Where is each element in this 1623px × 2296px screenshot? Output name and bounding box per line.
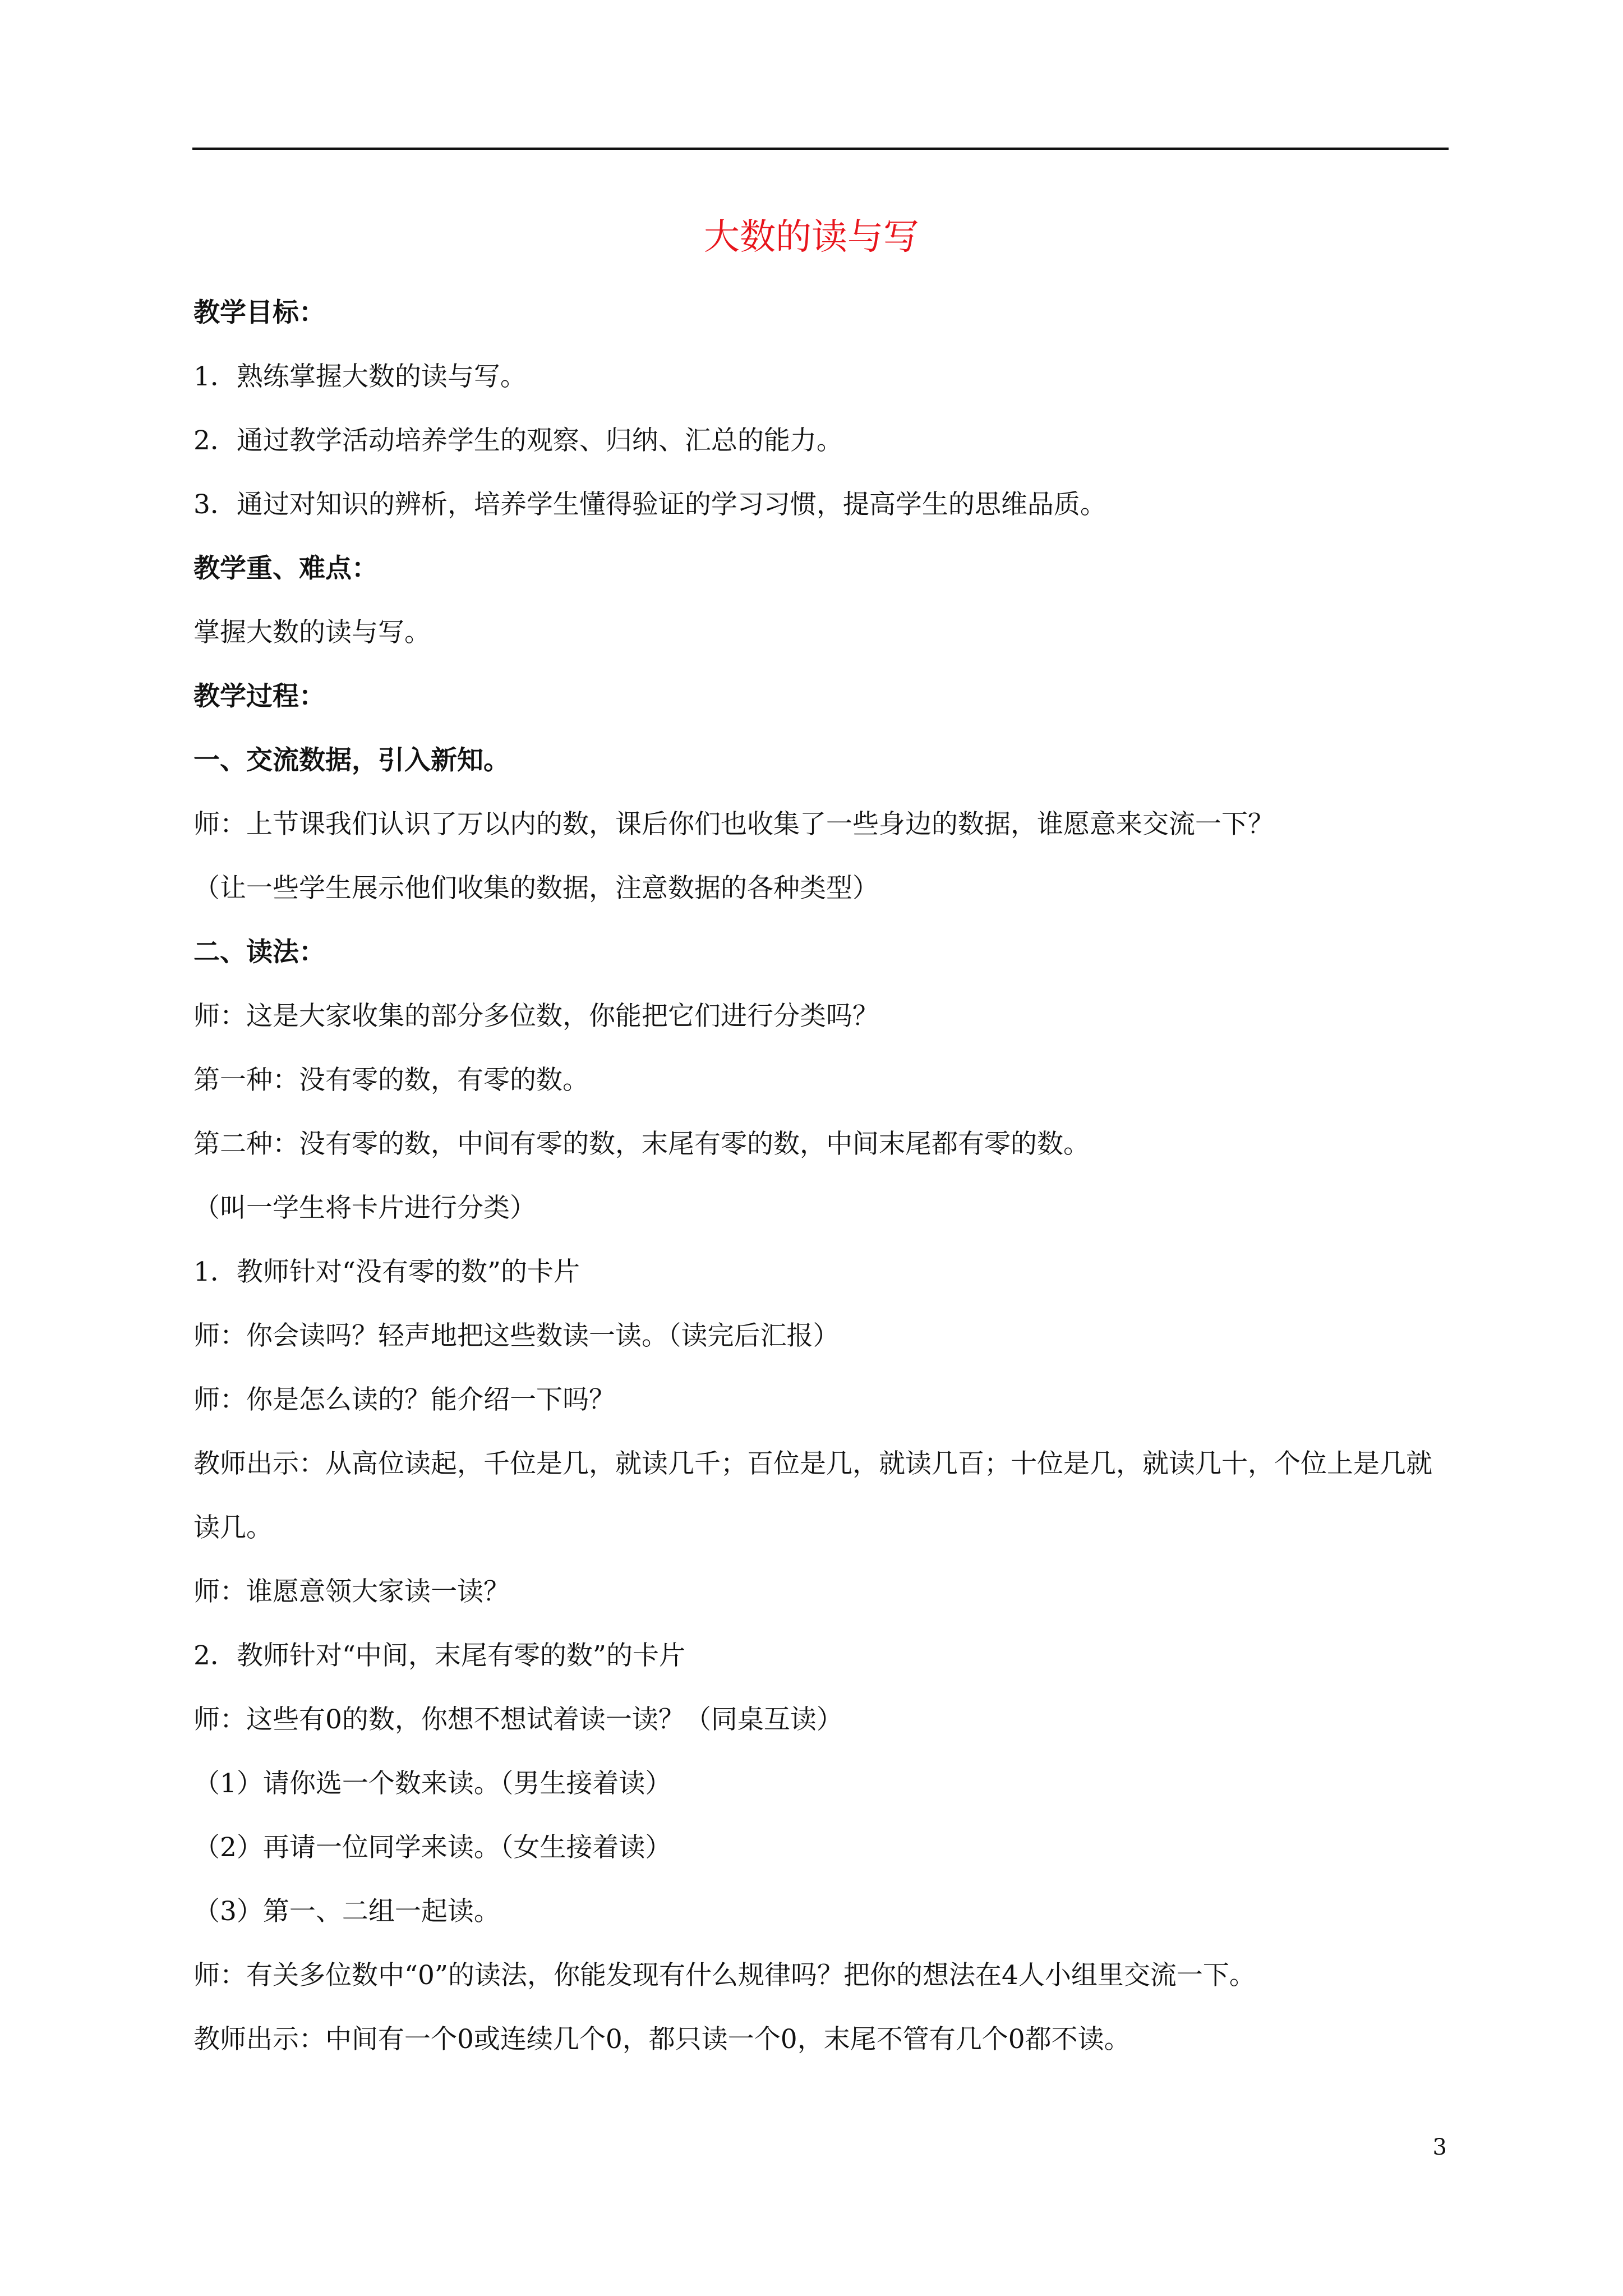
body-line: 师：这些有0的数，你想不想试着读一读？（同桌互读） <box>193 1704 843 1735</box>
body-line: 掌握大数的读与写。 <box>193 617 431 648</box>
body-line: 师：谁愿意领大家读一读？ <box>193 1576 510 1607</box>
document-title: 大数的读与写 <box>704 217 919 258</box>
body-line: 师：你会读吗？轻声地把这些数读一读。（读完后汇报） <box>193 1320 840 1351</box>
section-heading: 教学重、难点： <box>193 553 378 584</box>
body-line: （让一些学生展示他们收集的数据，注意数据的各种类型） <box>193 873 879 904</box>
body-line: 师：上节课我们认识了万以内的数，课后你们也收集了一些身边的数据，谁愿意来交流一下？ <box>193 809 1274 840</box>
body-line: （1）请你选一个数来读。（男生接着读） <box>193 1768 672 1799</box>
body-line: 教师出示：中间有一个0或连续几个0，都只读一个0，末尾不管有几个0都不读。 <box>193 2024 1131 2055</box>
section-heading: 教学目标： <box>193 297 325 328</box>
page-number: 3 <box>1432 2134 1447 2160</box>
body-line: 第二种：没有零的数，中间有零的数，末尾有零的数，中间末尾都有零的数。 <box>193 1129 1090 1159</box>
body-line: （2）再请一位同学来读。（女生接着读） <box>193 1832 672 1863</box>
body-line: 2．教师针对“中间，末尾有零的数”的卡片 <box>193 1640 685 1671</box>
body-line: 师：这是大家收集的部分多位数，你能把它们进行分类吗？ <box>193 1001 879 1032</box>
body-line: 师：你是怎么读的？能介绍一下吗？ <box>193 1384 615 1415</box>
body-line: 1．教师针对“没有零的数”的卡片 <box>193 1257 580 1287</box>
header-rule <box>192 148 1449 150</box>
body-line: 师：有关多位数中“0”的读法，你能发现有什么规律吗？把你的想法在4人小组里交流一下。 <box>193 1960 1256 1991</box>
body-line: 第一种：没有零的数，有零的数。 <box>193 1065 589 1096</box>
body-line: 1．熟练掌握大数的读与写。 <box>193 361 527 392</box>
document-body <box>193 295 1450 2085</box>
body-line: （叫一学生将卡片进行分类） <box>193 1193 536 1223</box>
body-line: 2．通过教学活动培养学生的观察、归纳、汇总的能力。 <box>193 425 843 456</box>
section-heading: 教学过程： <box>193 681 325 712</box>
section-heading: 二、读法： <box>193 937 325 968</box>
body-line: 教师出示：从高位读起，千位是几，就读几千；百位是几，就读几百；十位是几，就读几十，个位上是几就读几。 <box>193 1448 1432 1543</box>
body-line: （3）第一、二组一起读。 <box>193 1896 500 1927</box>
body-line: 3．通过对知识的辨析，培养学生懂得验证的学习习惯，提高学生的思维品质。 <box>193 489 1106 520</box>
section-heading: 一、交流数据，引入新知。 <box>193 745 510 776</box>
